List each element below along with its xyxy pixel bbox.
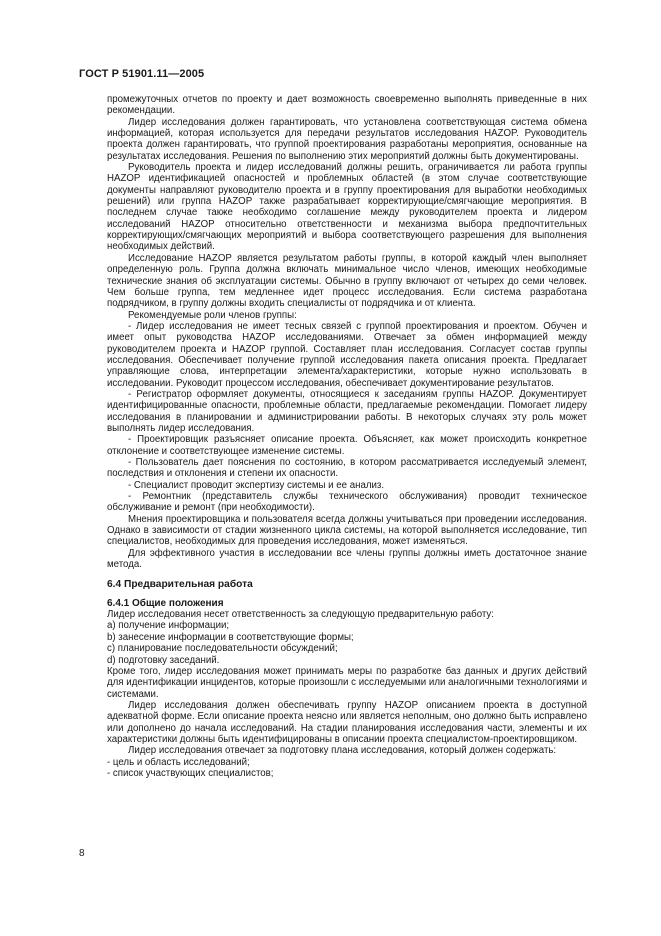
paragraph: Исследование HAZOP является результатом работы группы, в которой каждый член выполняет определенную роль. Группа должна включать минимальное число членов, имеющих необходимые технические знания об эксплуатации системы. Обычно в группу включают от четырех до семи человек. Чем больше группа, тем медленнее идет процесс исследования. Если система разработана подрядчиком, в группу должны входить специалисты от подрядчика и от клиента.: [107, 252, 587, 310]
section-heading-6-4-1: 6.4.1 Общие положения: [107, 597, 224, 609]
page-number: 8: [79, 848, 85, 859]
list-item: - список участвующих специалистов;: [107, 767, 274, 779]
role-item: - Лидер исследования не имеет тесных связей с группой проектирования и проектом. Обучен и имеет опыт руководства HAZOP исследованиями. Отвечает за обмен информацией между руководителем проекта и HAZOP группой. Составляет план исследования. Согласует состав группы исследования. Обеспечивает получение группой исследования пакета описания проекта. Предлагает управляющие слова, интерпретации элемента/характеристики, которые нужно использовать в исследовании. Руководит процессом исследования, обеспечивает документирование результатов.: [107, 320, 587, 389]
paragraph: Для эффективного участия в исследовании все члены группы должны иметь достаточное знание метода.: [107, 547, 587, 571]
paragraph: Лидер исследования должен гарантировать, что установлена соответствующая система обмена информацией, которая используется для передачи результатов исследования HAZOP. Руководитель проекта должен гарантировать, что группой проектирования разработаны мероприятия, основанные на результатах исследования. Решения по выполнению этих мероприятий должны быть документированы.: [107, 116, 587, 162]
list-item: d) подготовку заседаний.: [107, 654, 220, 666]
paragraph: Лидер исследования отвечает за подготовку плана исследования, который должен содержать:: [128, 745, 557, 757]
role-item: - Регистратор оформляет документы, относящиеся к заседаниям группы HAZOP. Документирует идентифицированные опасности, проблемные области, предлагаемые рекомендации. Помогает лидеру исследования в планировании и администрировании работы. В некоторых случаях эту роль может выполнять лидер исследования.: [107, 388, 587, 434]
role-item: - Пользователь дает пояснения по состоянию, в котором рассматривается исследуемый элемент, последствия и отклонения и степени их опасности.: [107, 457, 587, 480]
document-code-header: ГОСТ Р 51901.11—2005: [79, 68, 205, 80]
list-item: b) занесение информации в соответствующие формы;: [107, 631, 354, 643]
document-body: [107, 94, 587, 779]
list-item: a) получение информации;: [107, 620, 230, 632]
role-item: - Ремонтник (представитель службы технического обслуживания) проводит техническое обслуживание и ремонт (при необходимости).: [107, 491, 587, 514]
paragraph-continuation: промежуточных отчетов по проекту и дает возможность своевременно выполнять приведенные в них рекомендации.: [107, 94, 587, 117]
paragraph: Лидер исследования должен обеспечивать группу HAZOP описанием проекта в доступной адекватной форме. Если описание проекта неясно или является неполным, оно должно быть исправлено или дополнено до начала исследований. На стадии планирования исследования части, элементы и их характеристики должны быть идентифицированы в описании проекта специалистом-проектировщиком.: [107, 699, 587, 745]
paragraph: Мнения проектировщика и пользователя всегда должны учитываться при проведении исследования. Однако в зависимости от стадии жизненного цикла системы, на которой выполняется исследование, тип специалистов, необходимых для проведения исследования, может изменяться.: [107, 513, 587, 548]
paragraph: Руководитель проекта и лидер исследований должны решить, ограничивается ли работа группы HAZOP идентификацией опасностей и проблемных областей (в этом случае соответствующие документы направляют руководителю проекта и в группу проектирования для выработки необходимых решений) или группа HAZOP также разрабатывает корректирующие/смягчающие мероприятия. В последнем случае также необходимо соглашение между руководителем проекта и лидером исследований HAZOP относительно ответственности и механизма выбора предпочтительных корректирующих/смягчающих мероприятий и выбора соответствующего разрешения для выполнения необходимых действий.: [107, 162, 587, 253]
paragraph: Лидер исследования несет ответственность за следующую предварительную работу:: [107, 609, 494, 621]
list-item: c) планирование последовательности обсуждений;: [107, 643, 338, 655]
role-item: - Проектировщик разъясняет описание проекта. Объясняет, как может происходить конкретное отклонение и соответствующее изменение системы.: [107, 434, 587, 457]
paragraph: Кроме того, лидер исследования может принимать меры по разработке баз данных и других действий для идентификации инцидентов, которые произошли с исследуемыми или аналогичными технологиями и системами.: [107, 665, 587, 700]
section-heading-6-4: 6.4 Предварительная работа: [107, 579, 253, 591]
paragraph: Рекомендуемые роли членов группы:: [128, 309, 297, 321]
role-item: - Специалист проводит экспертизу системы и ее анализ.: [128, 479, 385, 491]
list-item: - цель и область исследований;: [107, 756, 250, 768]
